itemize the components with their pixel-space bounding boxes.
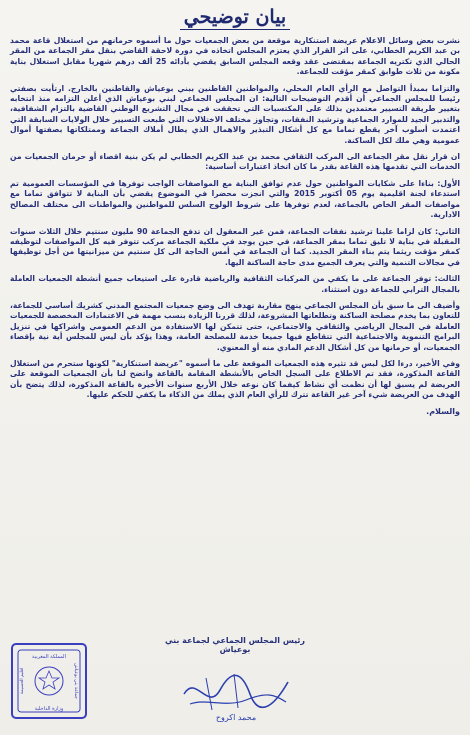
title-wrap	[10, 6, 460, 30]
signature-caption: محمد اكروح	[215, 713, 257, 722]
signatory-block	[150, 636, 320, 654]
svg-text:جماعة بني بوعياش: جماعة بني بوعياش	[73, 663, 78, 699]
paragraph-second-reason: الثاني: كان لزاما علينا ترشيد نفقات الجماعة، فمن غير المعقول ان تدفع الجماعة 90 مليون سنتيم خلال الثلاث سنوات المقبلة في بناية لا تليق تماما بمقر الجماعة، في حين يوجد في ملكية الجماعة مركب تتوفر فيه كل المواصفات لتوظيفه كمقر مؤقت ريثما يتم بناء المقر الجديد. كما أن الجماعة في أمس الحاجة الى كل سنتيم من ميزانيتها من أجل توظيفها في مجالات التنمية والتي يعرف الجميع مدى حاجة الساكنة اليها.	[10, 226, 460, 267]
paragraph-intro: نشرت بعض وسائل الاعلام عريضة استنكارية موقعة من بعض الجمعيات حول ما أسموه حرمانهم من استغلال قاعة محمد بن عبد الكريم الخطابي، على اثر القرار الذي يعتزم المجلس اتخاذه في دورة لاحقة القاضي بنقل مقر الجماعة من المقر الحالي الذي تكتريه الجماعة بمقتضى عقد وقعه المجلس السابق يقضي بأدائه 25 ألف درهم شهريا مقابل استغلال بناية مكونة من ثلاث طوابق كمقر مؤقت للجماعة.	[10, 36, 460, 77]
svg-text:المملكة المغربية: المملكة المغربية	[32, 654, 66, 660]
paragraph-first-reason: الأول: بناءا على شكايات المواطنين حول عدم توافق البناية مع المواصفات الواجب توفرها في المؤسسات العمومية تم استدعاء لجنة اقليمية يوم 05 أكتوبر 2015 والتي انجزت محضرا في الموضوع يقضي بأن البناية لا تتوافق تماما مع مواصفات المقر الخاص بالجماعة، لعدم توفرها على شروط الولوج السلس للمواطنين والمواطنات الى مختلف المصالح الادارية.	[10, 178, 460, 220]
document-title: بيان توضيحي	[180, 6, 290, 30]
handwritten-signature	[176, 664, 296, 724]
svg-text:اقليم الحسيمة: اقليم الحسيمة	[20, 667, 25, 695]
signatory-title: رئيس المجلس الجماعي لجماعة بني بوعياش	[164, 636, 306, 654]
paragraph-conclusion: وفي الأخير، درءا لكل لبس قد تثيره هذه الجمعيات الموقعة على ما أسموه "عريضة استنكارية" لكونها ستحرم من استغلال القاعة المذكورة، فقد تم الاطلاع على السجل الخاص بالأنشطة المقامة بالقاعة واتضح لنا بأن الجمعيات الموقعة على العريضة لم يسبق لها أن نظمت أي نشاط كيفما كان نوعه خلال الأربع سنوات الأخيرة بالقاعة المذكورة، لذلك يتضح بأن الهدف من العريضة شيء آخر غير القاعة تترك للرأي العام الذي يملك من الذكاء ما يكفي للحكم عليها.	[10, 358, 460, 400]
paragraph-third-reason: الثالث: توفر الجماعة على ما يكفي من المركبات الثقافية والرياضية قادرة على استيعاب جميع أنشطة الجمعيات العاملة بالمجال الترابي للجماعة دون استثناء.	[10, 274, 460, 294]
paragraph-decision: ان قرار نقل مقر الجماعة الى المركب الثقافي محمد بن عبد الكريم الخطابي لم يكن بنية اقصاء أو حرمان الجمعيات من الخدمات التي تقدمها هذه القاعة بقدر ما كان اتخاذ اعتبارات أساسية:	[10, 152, 460, 172]
closing-salutation: والسلام.	[426, 406, 460, 416]
paragraph-commitment: والتزاما بمبدأ التواصل مع الرأي العام المحلي، والمواطنين القاطنين ببني بوعياش والقاطنين بالخارج. ارتأيت بصفتي رئيسا للمجلس الجماعي أن أقدم التوضيحات التالية: ان المجلس الجماعي لبني بوعياش الذي أعلن التزامه منذ انتخابه بتغيير طريقة التسيير معتمدين بذلك على المكتسبات التي تحققت في مجال التشريع الوطني القاضية بالتزام الشفافية، والتدبير الجيد للموارد الجماعية وترشيد النفقات، وتجاوز مختلف الاختلالات التي طبعت التسيير خلال الولايات السابقة التي اعتمدت أسلوب آخر يقطع تماما مع كل أشكال التبذير والاهمال الذي يطال أملاك الجماعة وممتلكاتها بصفتها أموال عمومية وهي ملك لكل الساكنة.	[10, 83, 460, 145]
official-stamp	[8, 640, 90, 722]
document-body	[10, 36, 460, 417]
paragraph-associations: وأضيف الى ما سبق بأن المجلس الجماعي ينهج مقاربة تهدف الى وضع جمعيات المجتمع المدني كشريك أساسي للجماعة، للتعاون بما يخدم مصلحة الساكنة وتطلعاتها المشروعة، لذلك قررنا الزيادة بنسب مهمة في الاعتمادات المخصصة للجمعيات العاملة في المجال الرياضي والثقافي والاجتماعي، حتى تتمكن لها الاستفادة من الدعم العمومي واشراكها في تنزيل البرامج التنموية والاجتماعية التي تتقاطع فيها جميعا خدمة للمصلحة العامة، وهذا يؤكد بأن ليس للمجلس أية نية بإقصاء الجمعيات، أو حرمانها من كل أشكال الدعم المادي منه أو المعنوي.	[10, 300, 460, 352]
svg-text:وزارة الداخلية: وزارة الداخلية	[34, 706, 64, 712]
